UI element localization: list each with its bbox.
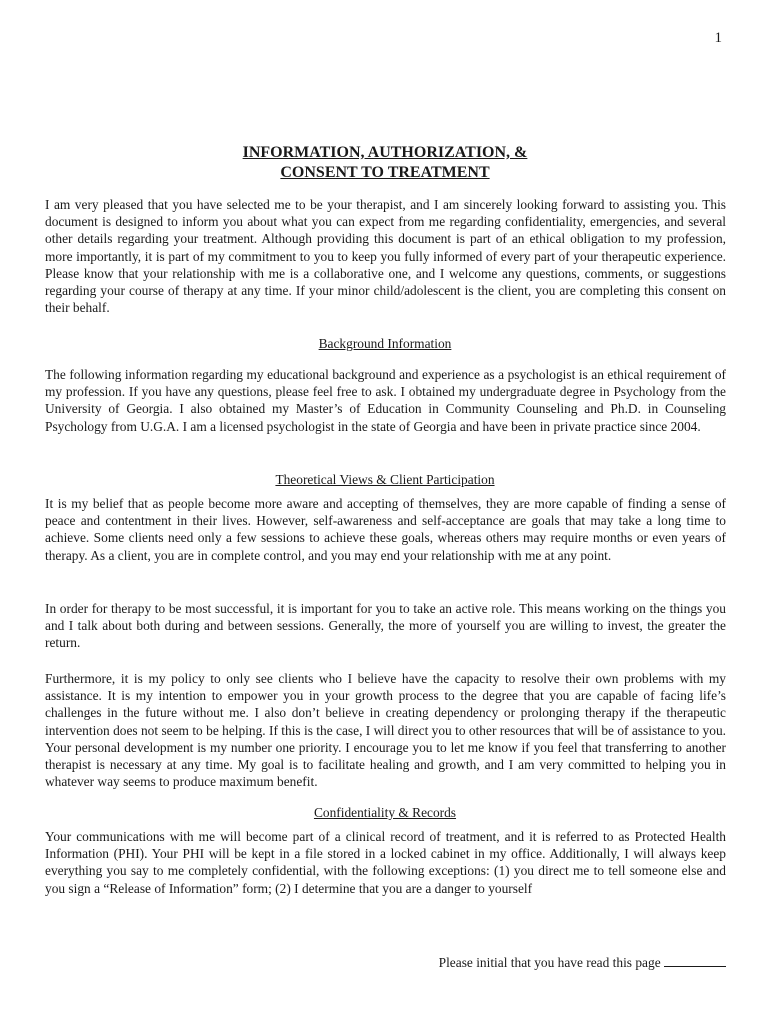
theoretical-paragraph-2: In order for therapy to be most successful, it is important for you to take an active role. This means working on the things you and I talk about both during and between sessions. Generally, the more of yourself you are willing to invest, the greater the return. <box>45 601 726 651</box>
theoretical-heading-text: Theoretical Views & Client Participation <box>275 472 495 487</box>
page-number: 1 <box>714 30 722 46</box>
intro-paragraph: I am very pleased that you have selected me to be your therapist, and I am sincerely looking forward to assisting you. This document is designed to inform you about what you can expect from me regarding confidentiality, emergencies, and several other details regarding your treatment. Although providing this document is part of an ethical obligation to my profession, more importantly, it is part of my commitment to you to keep you fully informed of every part of your therapeutic experience. Please know that your relationship with me is a collaborative one, and I welcome any questions, comments, or suggestions regarding your course of therapy at any time. If your minor child/adolescent is the client, you are completing this consent on their behalf. <box>45 197 726 316</box>
document-title <box>0 143 770 183</box>
theoretical-paragraph-3: Furthermore, it is my policy to only see clients who I believe have the capacity to resolve their own problems with my assistance. It is my intention to empower you in your growth process to the degree that you are capable of facing life’s challenges in the future without me. I also don’t believe in creating dependency or prolonging therapy if the therapeutic intervention does not seem to be helping. If this is the case, I will direct you to other resources that will be of assistance to you. Your personal development is my number one priority. I encourage you to let me know if you feel that transferring to another therapist is necessary at any time. My goal is to facilitate healing and growth, and I am very committed to helping you in whatever way seems to produce maximum benefit. <box>45 671 726 790</box>
confidentiality-paragraph: Your communications with me will become part of a clinical record of treatment, and it is referred to as Protected Health Information (PHI). Your PHI will be kept in a file stored in a locked cabinet in my office. Additionally, I will always keep everything you say to me completely confidential, with the following exceptions: (1) you direct me to tell someone else and you sign a “Release of Information” form; (2) I determine that you are a danger to yourself <box>45 829 726 896</box>
theoretical-paragraph-1: It is my belief that as people become more aware and accepting of themselves, they are more capable of finding a sense of peace and contentment in their lives. However, self-awareness and self-acceptance are goals that may take a long time to achieve. Some clients need only a few sessions to achieve these goals, whereas others may require months or even years of therapy. As a client, you are in complete control, and you may end your relationship with me at any point. <box>45 496 726 563</box>
initial-prompt: Please initial that you have read this page <box>438 955 661 970</box>
confidentiality-heading <box>0 804 770 821</box>
title-line-1: INFORMATION, AUTHORIZATION, & <box>242 144 528 161</box>
title-line-2: CONSENT TO TREATMENT <box>280 164 490 181</box>
initial-blank-line[interactable] <box>664 954 726 967</box>
confidentiality-heading-text: Confidentiality & Records <box>313 805 457 820</box>
initial-footer <box>439 954 726 971</box>
background-paragraph: The following information regarding my educational background and experience as a psychologist is an ethical requirement of my profession. If you have any questions, please feel free to ask. I obtained my undergraduate degree in Psychology from the University of Georgia. I also obtained my Master’s of Education in Community Counseling and Ph.D. in Counseling Psychology from U.G.A. I am a licensed psychologist in the state of Georgia and have been in private practice since 2004. <box>45 367 726 434</box>
theoretical-heading <box>0 471 770 488</box>
background-heading-text: Background Information <box>318 336 452 351</box>
background-heading <box>0 335 770 352</box>
